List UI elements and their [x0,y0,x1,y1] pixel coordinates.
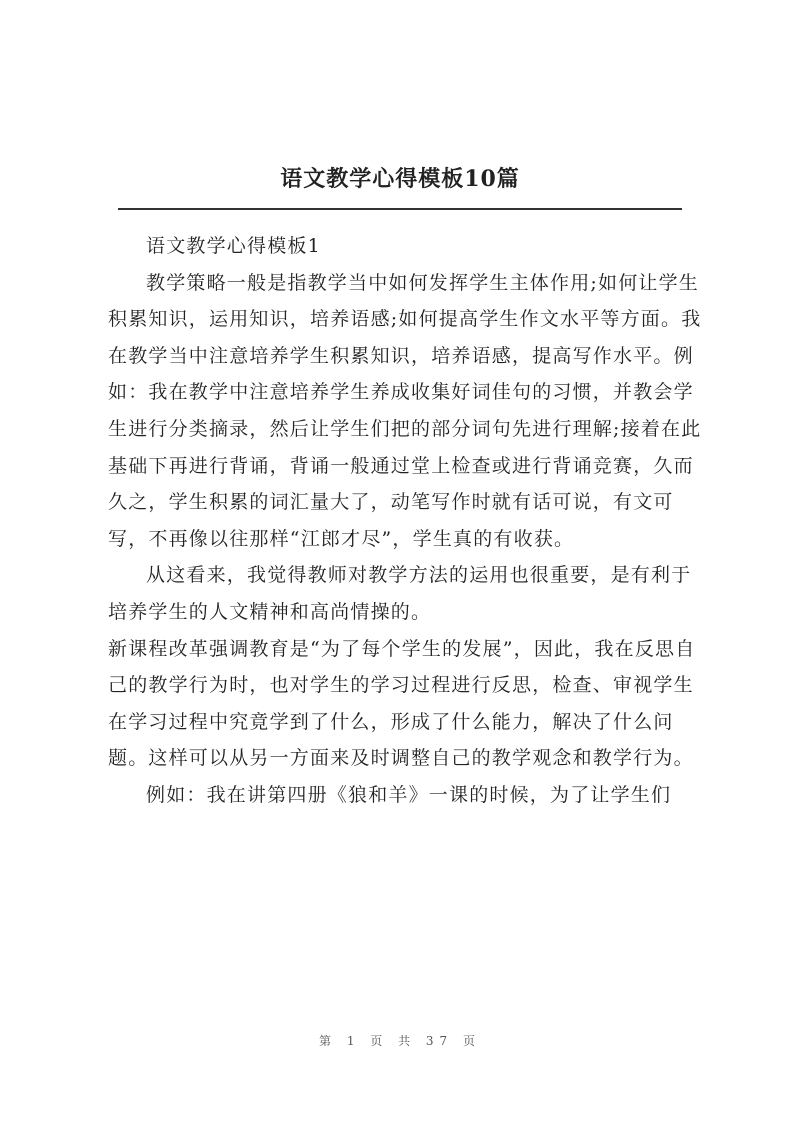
document-title: 语文教学心得模板10篇 [280,166,520,192]
section-heading: 语文教学心得模板1 [146,235,321,257]
paragraph-curriculum-reform: 新课程改革强调教育是“为了每个学生的发展”，因此，我在反思自己的教学行为时，也对学生的学习过程进行反思，检查、审视学生在学习过程中究竟学到了什么，形成了什么能力，解决了什么问题。这样可以从另一方面来及时调整自己的教学观念和教学行为。 [108,637,696,770]
paragraph-teaching-method: 从这看来，我觉得教师对教学方法的运用也很重要，是有利于培养学生的人文精神和高尚情操的。 [108,564,692,623]
title-divider [118,208,682,210]
paragraph-example: 例如：我在讲第四册《狼和羊》一课的时候，为了让学生们 [146,783,672,806]
paragraph-teaching-strategy: 教学策略一般是指教学当中如何发挥学生主体作用;如何让学生积累知识，运用知识，培养语感;如何提高学生作文水平等方面。我在教学当中注意培养学生积累知识，培养语感，提高写作水平。例如：我在教学中注意培养学生养成收集好词佳句的习惯，并教会学生进行分类摘录，然后让学生们把的部分词句先进行理解;接着在此基础下再进行背诵，背诵一般通过堂上检查或进行背诵竞赛，久而久之，学生积累的词汇量大了，动笔写作时就有话可说，有文可写，不再像以往那样“江郎才尽”，学生真的有收获。 [108,271,702,550]
document-body [108,228,704,814]
page-number-footer: 第 1 页 共 37 页 [319,1034,481,1048]
